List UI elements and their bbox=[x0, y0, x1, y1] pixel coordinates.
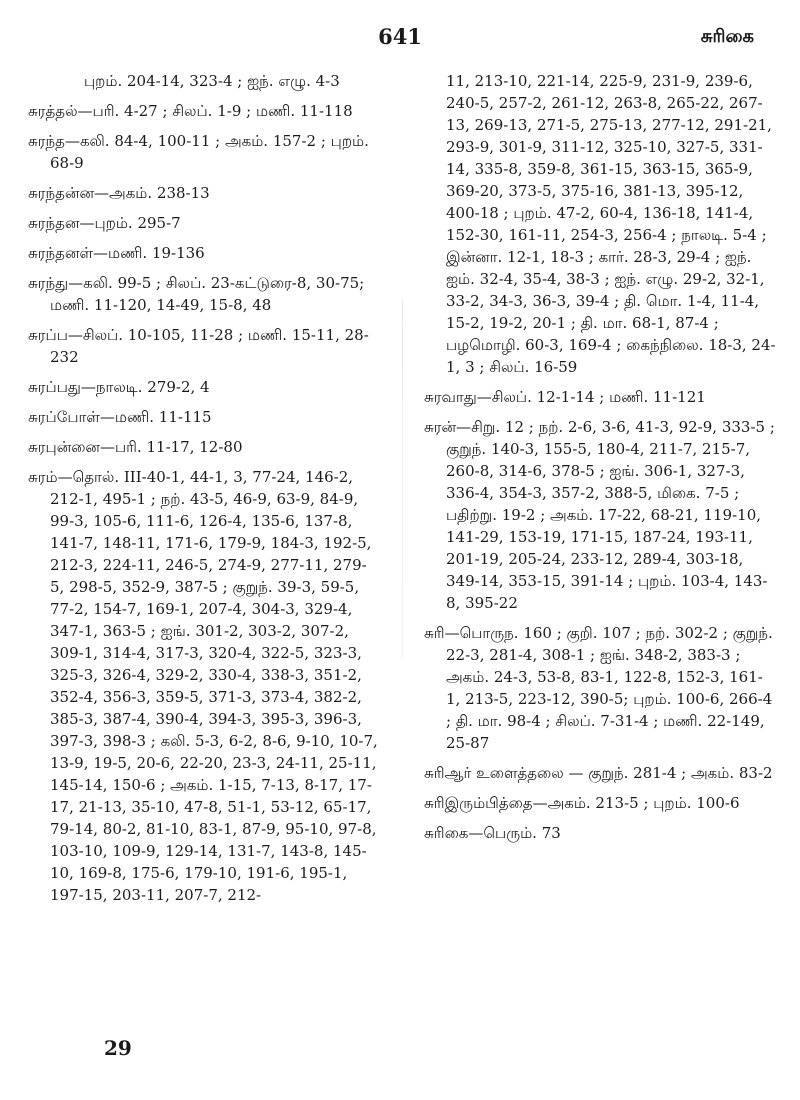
index-entry bbox=[28, 70, 380, 92]
index-entry: சுரத்தல்—பரி. 4-27 ; சிலப். 1-9 ; மணி. 11-118 bbox=[28, 102, 353, 120]
entry-refs: குறுந். 281-4 ; அகம். 83-2 bbox=[588, 764, 773, 782]
index-entry: சுரன்—சிறு. 12 ; நற். 2-6, 3-6, 41-3, 92-9, 333-5 ; குறுந். 140-3, 155-5, 180-4, 211-7, 215-7, 260-8, 314-6, 378-5 ; ஐங். 306-1, 327-3, 336-4, 354-3, 357-2, 388-5, மிகை. 7-5 ; பதிற்று. 19-2 ; அகம். 17-22, 68-21, 119-10, 141-29, 153-19, 171-15, 187-24, 193-11, 201-19, 205-24, 233-12, 289-4, 303-18, 349-14, 353-15, 391-14 ; புறம். 103-4, 143-8, 395-22 bbox=[424, 418, 775, 612]
index-entry: சுரந்த—கலி. 84-4, 100-11 ; அகம். 157-2 ; புறம். 68-9 bbox=[28, 132, 369, 172]
index-entry: சுரப்போள்—மணி. 11-115 bbox=[28, 408, 212, 426]
entry-headword: சுரந்தனள் bbox=[28, 244, 94, 262]
entry-refs: பரி. 4-27 ; சிலப். 1-9 ; மணி. 11-118 bbox=[92, 102, 353, 120]
entry-refs: கலி. 99-5 ; சிலப். 23-கட்டுரை-8, 30-75; மணி. 11-120, 14-49, 15-8, 48 bbox=[50, 274, 365, 314]
index-entry: சுரந்தன்ன—அகம். 238-13 bbox=[28, 184, 210, 202]
index-entry: சுரவாது—சிலப். 12-1-14 ; மணி. 11-121 bbox=[424, 388, 706, 406]
index-entry: சுரபுன்னை—பரி. 11-17, 12-80 bbox=[28, 438, 243, 456]
entry-headword: சுரப்போள் bbox=[28, 408, 100, 426]
index-entry: சுரந்தனள்—மணி. 19-136 bbox=[28, 244, 205, 262]
entry-headword: சுரி bbox=[424, 624, 445, 642]
index-entry: சுரி—பொருந. 160 ; குறி. 107 ; நற். 302-2 ; குறுந். 22-3, 281-4, 308-1 ; ஐங். 348-2, 383-3 ; அகம். 24-3, 53-8, 83-1, 122-8, 152-3, 161-1, 213-5, 223-12, 390-5; புறம். 100-6, 266-4 ; தி. மா. 98-4 ; சிலப். 7-31-4 ; மணி. 22-149, 25-87 bbox=[424, 624, 773, 752]
entry-headword: சுரம் bbox=[28, 468, 58, 486]
right-column bbox=[424, 70, 776, 852]
entry-refs: 11, 213-10, 221-14, 225-9, 231-9, 239-6, 240-5, 257-2, 261-12, 263-8, 265-22, 267-13, 269-13, 271-5, 275-13, 277-12, 291-21, 293-9, 301-9, 311-12, 325-10, 327-5, 331-14, 335-8, 359-8, 361-15, 363-15, 365-9, 369-20, 373-5, 375-16, 381-13, 395-12, 400-18 ; புறம். 47-2, 60-4, 136-18, 141-4, 152-30, 161-11, 254-3, 256-4 ; நாலடி. 5-4 ; இன்னா. 12-1, 18-3 ; கார். 28-3, 29-4 ; ஐந். ஐம். 32-4, 35-4, 38-3 ; ஐந். எழு. 29-2, 32-1, 33-2, 34-3, 36-3, 39-4 ; தி. மொ. 1-4, 11-4, 15-2, 19-2, 20-1 ; தி. மா. 68-1, 87-4 ; பழமொழி. 60-3, 169-4 ; கைந்நிலை. 18-3, 24-1, 3 ; சிலப். 16-59 bbox=[446, 72, 776, 376]
entry-refs: அகம். 238-13 bbox=[109, 184, 210, 202]
entry-refs: கலி. 84-4, 100-11 ; அகம். 157-2 ; புறம். 68-9 bbox=[50, 132, 369, 172]
entry-refs: பரி. 11-17, 12-80 bbox=[114, 438, 243, 456]
entry-refs: நாலடி. 279-2, 4 bbox=[95, 378, 210, 396]
entry-refs: மணி. 19-136 bbox=[108, 244, 205, 262]
signature-mark: 29 bbox=[104, 1036, 132, 1060]
index-entry: சுரப்ப—சிலப். 10-105, 11-28 ; மணி. 15-11, 28-232 bbox=[28, 326, 369, 366]
index-entry: சுரந்து—கலி. 99-5 ; சிலப். 23-கட்டுரை-8, 30-75; மணி. 11-120, 14-49, 15-8, 48 bbox=[28, 274, 365, 314]
running-head: சுரிகை bbox=[700, 26, 754, 47]
entry-headword: சுரபுன்னை bbox=[28, 438, 100, 456]
page-number: 641 bbox=[378, 24, 422, 49]
entry-refs: புறம். 295-7 bbox=[94, 214, 181, 232]
entry-refs: மணி. 11-115 bbox=[114, 408, 212, 426]
index-entry: சுரிஇரும்பித்தை—அகம். 213-5 ; புறம். 100-6 bbox=[424, 794, 740, 812]
entry-headword: சுரவாது bbox=[424, 388, 477, 406]
left-column bbox=[28, 70, 380, 914]
entry-headword: சுரந்தன்ன bbox=[28, 184, 95, 202]
entry-headword: சுரப்ப bbox=[28, 326, 68, 344]
index-entry: சுரந்தன—புறம். 295-7 bbox=[28, 214, 181, 232]
index-entry: சுரிஆர் உளைத்தலை — குறுந். 281-4 ; அகம். 83-2 bbox=[424, 764, 773, 782]
entry-headword: சுரப்பது bbox=[28, 378, 81, 396]
entry-refs: தொல். III-40-1, 44-1, 3, 77-24, 146-2, 212-1, 495-1 ; நற். 43-5, 46-9, 63-9, 84-9, 99-3, 105-6, 111-6, 126-4, 135-6, 137-8, 141-7, 148-11, 171-6, 179-9, 184-3, 192-5, 212-3, 224-11, 246-5, 274-9, 277-11, 279-5, 298-5, 352-9, 387-5 ; குறுந். 39-3, 59-5, 77-2, 154-7, 169-1, 207-4, 304-3, 329-4, 347-1, 363-5 ; ஐங். 301-2, 303-2, 307-2, 309-1, 314-4, 317-3, 320-4, 322-5, 323-3, 325-3, 326-4, 329-2, 330-4, 338-3, 351-2, 352-4, 356-3, 359-5, 371-3, 373-4, 382-2, 385-3, 387-4, 390-4, 394-3, 395-3, 396-3, 397-3, 398-3 ; கலி. 5-3, 6-2, 8-6, 9-10, 10-7, 13-9, 19-5, 20-6, 22-20, 23-3, 24-11, 25-11, 145-14, 150-6 ; அகம். 1-15, 7-13, 8-17, 17-17, 21-13, 35-10, 47-8, 51-1, 53-12, 65-17, 79-14, 80-2, 81-10, 83-1, 87-9, 95-10, 97-8, 103-10, 109-9, 129-14, 131-7, 143-8, 145-10, 169-8, 175-6, 179-10, 191-6, 195-1, 197-15, 203-11, 207-7, 212- bbox=[50, 468, 378, 904]
entry-refs: சிலப். 12-1-14 ; மணி. 11-121 bbox=[491, 388, 706, 406]
entry-headword: சுரந்த bbox=[28, 132, 65, 150]
index-entry bbox=[424, 70, 776, 378]
index-entry: சுரப்பது—நாலடி. 279-2, 4 bbox=[28, 378, 210, 396]
entry-headword: சுரன் bbox=[424, 418, 457, 436]
entry-headword: சுரத்தல் bbox=[28, 102, 78, 120]
entry-headword: சுரந்தன bbox=[28, 214, 80, 232]
entry-refs: சிறு. 12 ; நற். 2-6, 3-6, 41-3, 92-9, 333-5 ; குறுந். 140-3, 155-5, 180-4, 211-7, 215-7, 260-8, 314-6, 378-5 ; ஐங். 306-1, 327-3, 336-4, 354-3, 357-2, 388-5, மிகை. 7-5 ; பதிற்று. 19-2 ; அகம். 17-22, 68-21, 119-10, 141-29, 153-19, 171-15, 187-24, 193-11, 201-19, 205-24, 233-12, 289-4, 303-18, 349-14, 353-15, 391-14 ; புறம். 103-4, 143-8, 395-22 bbox=[446, 418, 775, 612]
entry-refs: புறம். 204-14, 323-4 ; ஐந். எழு. 4-3 bbox=[84, 72, 340, 90]
entry-headword: சுரிஆர் உளைத்தலை bbox=[424, 764, 564, 782]
entry-refs: அகம். 213-5 ; புறம். 100-6 bbox=[547, 794, 740, 812]
entry-headword: சுரந்து bbox=[28, 274, 69, 292]
entry-headword: சுரிஇரும்பித்தை bbox=[424, 794, 533, 812]
entry-refs: பெரும். 73 bbox=[483, 824, 561, 842]
entry-refs: பொருந. 160 ; குறி. 107 ; நற். 302-2 ; குறுந். 22-3, 281-4, 308-1 ; ஐங். 348-2, 383-3 ; அகம். 24-3, 53-8, 83-1, 122-8, 152-3, 161-1, 213-5, 223-12, 390-5; புறம். 100-6, 266-4 ; தி. மா. 98-4 ; சிலப். 7-31-4 ; மணி. 22-149, 25-87 bbox=[446, 624, 773, 752]
index-entry: சுரிகை—பெரும். 73 bbox=[424, 824, 561, 842]
index-entry: சுரம்—தொல். III-40-1, 44-1, 3, 77-24, 146-2, 212-1, 495-1 ; நற். 43-5, 46-9, 63-9, 84-9, 99-3, 105-6, 111-6, 126-4, 135-6, 137-8, 141-7, 148-11, 171-6, 179-9, 184-3, 192-5, 212-3, 224-11, 246-5, 274-9, 277-11, 279-5, 298-5, 352-9, 387-5 ; குறுந். 39-3, 59-5, 77-2, 154-7, 169-1, 207-4, 304-3, 329-4, 347-1, 363-5 ; ஐங். 301-2, 303-2, 307-2, 309-1, 314-4, 317-3, 320-4, 322-5, 323-3, 325-3, 326-4, 329-2, 330-4, 338-3, 351-2, 352-4, 356-3, 359-5, 371-3, 373-4, 382-2, 385-3, 387-4, 390-4, 394-3, 395-3, 396-3, 397-3, 398-3 ; கலி. 5-3, 6-2, 8-6, 9-10, 10-7, 13-9, 19-5, 20-6, 22-20, 23-3, 24-11, 25-11, 145-14, 150-6 ; அகம். 1-15, 7-13, 8-17, 17-17, 21-13, 35-10, 47-8, 51-1, 53-12, 65-17, 79-14, 80-2, 81-10, 83-1, 87-9, 95-10, 97-8, 103-10, 109-9, 129-14, 131-7, 143-8, 145-10, 169-8, 175-6, 179-10, 191-6, 195-1, 197-15, 203-11, 207-7, 212- bbox=[28, 468, 378, 904]
entry-headword: சுரிகை bbox=[424, 824, 469, 842]
column-divider bbox=[402, 300, 403, 660]
entry-refs: சிலப். 10-105, 11-28 ; மணி. 15-11, 28-232 bbox=[50, 326, 369, 366]
